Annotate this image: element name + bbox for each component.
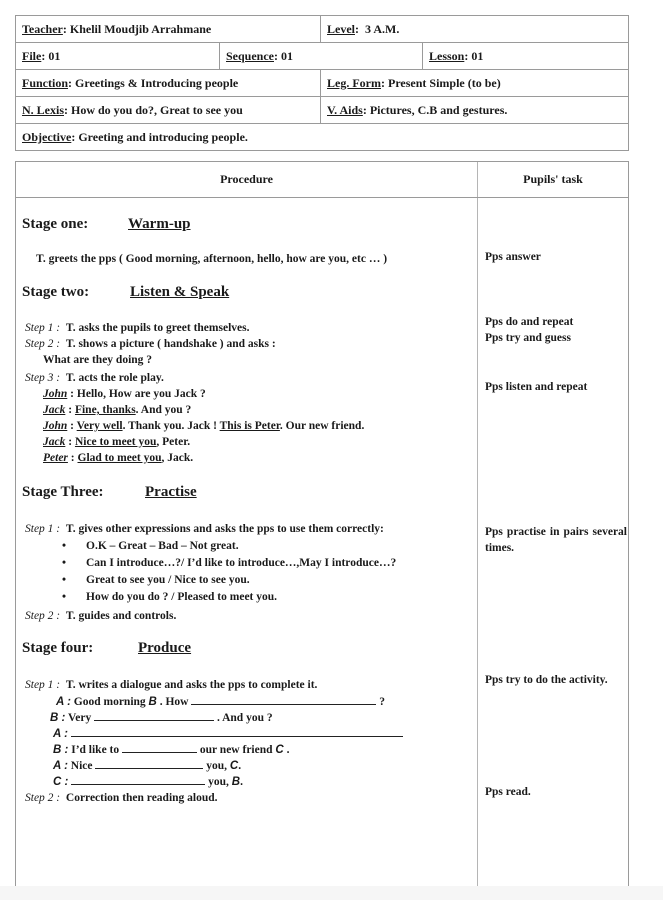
objective-value: Greeting and introducing people. — [78, 129, 248, 144]
language-form-value: Present Simple (to be) — [387, 75, 501, 90]
blank-line — [191, 693, 376, 705]
teacher-label: Teacher — [22, 21, 63, 36]
speaker: Jack — [43, 436, 66, 448]
pupils-task-column-header: Pupils' task — [523, 172, 583, 186]
dialogue-text: Good morning — [73, 696, 146, 708]
visual-aids-value: Pictures, C.B and gestures. — [369, 102, 508, 117]
info-row-file — [16, 43, 628, 70]
info-row-teacher — [16, 16, 628, 43]
dialogue-text: Glad to meet you — [77, 452, 162, 464]
gap-fill-line-2 — [50, 709, 273, 726]
dialogue-text: Hello, How are you Jack ? — [76, 388, 206, 400]
stage-three-step-1 — [25, 521, 384, 537]
dialogue-text: Nice — [70, 760, 93, 772]
stage-three-task: Pps practise in pairs several times. — [485, 526, 627, 554]
dialogue-text: I’d like to — [71, 744, 120, 756]
function-cell: Function : Greetings & Introducing people — [22, 75, 239, 90]
step-text: Correction then reading aloud. — [65, 792, 218, 804]
step-label: Step 2 : — [25, 610, 61, 622]
page-bottom-shade — [0, 886, 663, 900]
info-row-lexis — [16, 97, 628, 124]
stage-two-task-1: Pps do and repeat — [485, 316, 574, 328]
step-text: T. guides and controls. — [65, 610, 177, 622]
blank-line — [71, 773, 205, 785]
expression-bullet-4: • How do you do ? / Pleased to meet you. — [86, 591, 277, 603]
stage-one-heading — [22, 216, 191, 233]
speaker: C : — [53, 776, 69, 788]
level-value: 3 A.M. — [365, 21, 400, 36]
visual-aids-label: V. Aids — [327, 102, 363, 117]
step-label: Step 1 : — [25, 523, 61, 535]
teacher-value: Khelil Moudjib Arrahmane — [69, 21, 212, 36]
gap-fill-line-5 — [53, 757, 241, 774]
stage-one-line: T. greets the pps ( Good morning, afternoon, hello, how are you, etc … ) — [36, 253, 388, 265]
speaker: Jack — [43, 404, 66, 416]
sequence-label: Sequence — [226, 48, 274, 63]
dialogue-text: Very — [68, 712, 92, 724]
file-label: File — [22, 48, 42, 63]
stage-four-title: Stage four: — [22, 640, 94, 656]
stage-two-name: Listen & Speak — [130, 284, 230, 300]
stage-four-step-1 — [25, 677, 317, 693]
step-text: T. asks the pupils to greet themselves. — [65, 322, 250, 334]
step-text: T. writes a dialogue and asks the pps to complete it. — [65, 679, 318, 691]
blank-line — [122, 741, 197, 753]
dialogue-text: . And you ? — [216, 712, 273, 724]
speaker: B : — [50, 712, 66, 724]
gap-fill-line-3 — [53, 725, 403, 742]
sequence-value: 01 — [281, 48, 293, 63]
speaker: John — [43, 420, 68, 432]
stage-three-step-2 — [25, 608, 176, 624]
dialogue-text: you, — [208, 776, 229, 788]
language-form-label: Leg. Form — [327, 75, 381, 90]
dialogue-text: , Peter. — [156, 436, 191, 448]
lesson-info-table — [15, 15, 629, 151]
dialogue-text: , Jack. — [161, 452, 194, 464]
lesson-cell: Lesson : 01 — [422, 43, 628, 69]
step-text: T. gives other expressions and asks the pps to use them correctly: — [65, 523, 384, 535]
stage-four-task-2: Pps read. — [485, 786, 531, 798]
gap-fill-line-4 — [53, 741, 289, 758]
speaker: John — [43, 388, 68, 400]
visual-aids-cell: V. Aids : Pictures, C.B and gestures. — [320, 97, 628, 123]
dialogue-text: . — [238, 760, 242, 772]
level-cell: Level : 3 A.M. — [320, 16, 628, 42]
dialogue-line-5: Peter : Glad to meet you, Jack. — [43, 452, 194, 464]
step-label: Step 3 : — [25, 372, 61, 384]
speaker: B : — [53, 744, 69, 756]
step-label: Step 2 : — [25, 338, 61, 350]
function-value: Greetings & Introducing people — [75, 75, 239, 90]
stage-two-step-1 — [25, 320, 249, 336]
expression-bullet-1: • O.K – Great – Bad – Not great. — [86, 540, 239, 552]
dialogue-text: Nice to meet you — [74, 436, 157, 448]
dialogue-text: you, — [206, 760, 228, 772]
stage-one-task: Pps answer — [485, 251, 541, 263]
new-lexis-label: N. Lexis — [22, 102, 64, 117]
dialogue-text: This is Peter — [219, 420, 280, 432]
procedure-table — [15, 161, 629, 887]
stage-three-name: Practise — [145, 484, 197, 500]
blank-line — [94, 709, 214, 721]
new-lexis-value: How do you do?, Great to see you — [71, 102, 243, 117]
step-text: T. acts the role play. — [65, 372, 164, 384]
dialogue-text: . Thank you. Jack ! — [122, 420, 220, 432]
procedure-table-header — [16, 162, 628, 198]
column-divider — [477, 162, 478, 886]
dialogue-text: . Our new friend. — [279, 420, 365, 432]
gap-fill-line-1 — [56, 693, 385, 710]
dialogue-line-1: John : Hello, How are you Jack ? — [43, 388, 206, 400]
step-text: T. shows a picture ( handshake ) and asks : — [65, 338, 276, 350]
sequence-cell: Sequence : 01 — [219, 43, 422, 69]
procedure-column-header: Procedure — [220, 172, 273, 186]
step-label: Step 1 : — [25, 679, 61, 691]
speaker: B — [231, 776, 241, 788]
stage-two-heading — [22, 284, 230, 301]
info-row-function — [16, 70, 628, 97]
stage-two-step-2 — [25, 336, 276, 352]
level-label: Level — [327, 21, 355, 36]
speaker: B — [148, 696, 157, 708]
expression-bullet-2: • Can I introduce…?/ I’d like to introduce…,May I introduce…? — [86, 557, 396, 569]
dialogue-text: Fine, thanks — [74, 404, 136, 416]
dialogue-text: ? — [379, 696, 385, 708]
new-lexis-cell: N. Lexis : How do you do?, Great to see you — [22, 102, 243, 117]
stage-four-name: Produce — [138, 640, 192, 656]
dialogue-line-4: Jack : Nice to meet you, Peter. — [43, 436, 191, 448]
stage-four-task-1: Pps try to do the activity. — [485, 674, 608, 686]
stage-three-heading — [22, 484, 197, 501]
speaker: Peter — [43, 452, 68, 464]
stage-one-name: Warm-up — [128, 216, 191, 232]
file-value: 01 — [48, 48, 61, 63]
dialogue-text: Very well — [76, 420, 123, 432]
step-label: Step 2 : — [25, 792, 61, 804]
info-row-objective — [16, 124, 628, 150]
function-label: Function — [22, 75, 69, 90]
speaker: A : — [56, 696, 71, 708]
objective-cell: Objective : Greeting and introducing people. — [22, 129, 248, 144]
speaker: A : — [53, 760, 68, 772]
speaker: C — [229, 760, 239, 772]
stage-two-task-2: Pps try and guess — [485, 332, 571, 344]
expression-bullet-3: • Great to see you / Nice to see you. — [86, 574, 250, 586]
speaker: A : — [53, 728, 68, 740]
stage-two-step-3 — [25, 370, 164, 386]
objective-label: Objective — [22, 129, 72, 144]
dialogue-line-2: Jack : Fine, thanks. And you ? — [43, 404, 192, 416]
dialogue-text: our new friend — [199, 744, 273, 756]
stage-three-title: Stage Three: — [22, 484, 104, 500]
lesson-value: 01 — [471, 48, 484, 63]
stage-two-step-2-continued: What are they doing ? — [43, 354, 153, 366]
stage-four-step-2 — [25, 790, 218, 806]
dialogue-text: . And you ? — [135, 404, 192, 416]
speaker: C — [275, 744, 284, 756]
dialogue-text: . — [240, 776, 243, 788]
lesson-label: Lesson — [429, 48, 465, 63]
dialogue-text: . How — [159, 696, 189, 708]
gap-fill-line-6 — [53, 773, 243, 790]
stage-two-task-3: Pps listen and repeat — [485, 381, 588, 393]
step-label: Step 1 : — [25, 322, 61, 334]
file-cell: File : 01 — [22, 48, 61, 63]
blank-line — [71, 725, 403, 737]
dialogue-line-3: John : Very well. Thank you. Jack ! This is Peter. Our new friend. — [43, 420, 365, 432]
teacher-cell: Teacher : Khelil Moudjib Arrahmane — [22, 21, 212, 36]
stage-one-title: Stage one: — [22, 216, 89, 232]
stage-two-title: Stage two: — [22, 284, 90, 300]
dialogue-text: . — [286, 744, 290, 756]
blank-line — [95, 757, 203, 769]
stage-four-heading — [22, 640, 192, 657]
language-form-cell: Leg. Form : Present Simple (to be) — [320, 70, 628, 96]
